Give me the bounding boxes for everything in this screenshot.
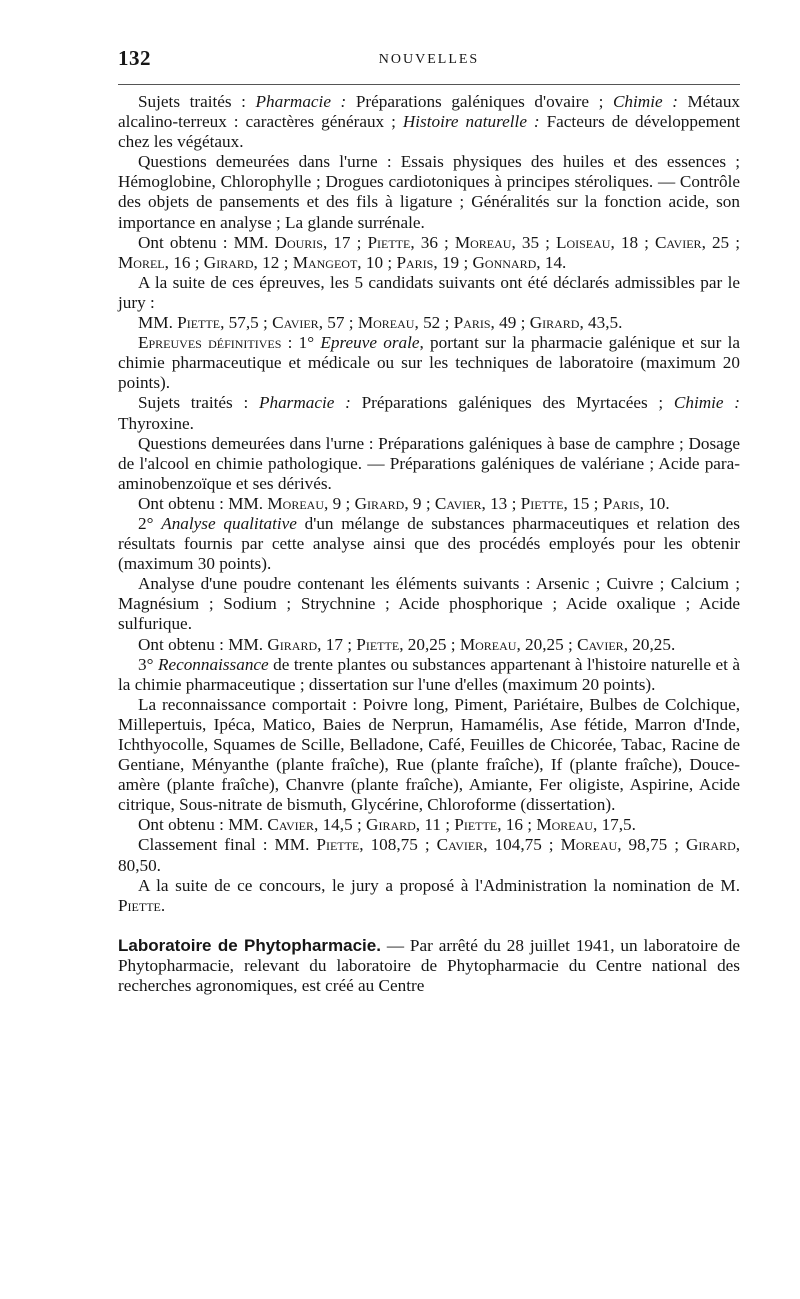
paragraph-reconnaissance: 3° Reconnaissance de trente plantes ou substances appartenant à l'histoire naturelle et à la chimie pharmaceutique ; dissertation sur l'une d'elles (maximum 20 points). <box>118 654 741 694</box>
paragraph-results-3: Ont obtenu : MM. Girard, 17 ; Piette, 20,25 ; Moreau, 20,25 ; Cavier, 20,25. <box>138 634 676 654</box>
paragraph-admissibles: A la suite de ces épreuves, les 5 candidats suivants ont été déclarés admissibles par le jury : <box>118 272 740 312</box>
header-rule <box>118 84 740 85</box>
article-body <box>118 92 740 996</box>
page-number: 132 <box>118 46 151 70</box>
paragraph-nomination: A la suite de ce concours, le jury a proposé à l'Administration la nomination de M. Piette. <box>118 875 740 915</box>
paragraph-subjects-2: Sujets traités : Pharmacie : Préparations galéniques des Myrtacées ; Chimie : Thyroxine. <box>118 393 741 433</box>
running-title: NOUVELLES <box>378 52 480 67</box>
page-header <box>118 46 740 74</box>
paragraph-epreuves-definitives: Epreuves définitives : 1° Epreuve orale, portant sur la pharmacie galénique et sur la chimie pharmaceutique et médicale ou sur les techniques de laboratoire (maximum 20 points). <box>118 333 740 393</box>
paragraph-results-1: Ont obtenu : MM. Douris, 17 ; Piette, 36 ; Moreau, 35 ; Loiseau, 18 ; Cavier, 25 ; Morel, 16 ; Girard, 12 ; Mangeot, 10 ; Paris, 19 ; Gonnard, 14. <box>118 232 740 272</box>
paragraph-subjects-1: Sujets traités : Pharmacie : Préparations galéniques d'ovaire ; Chimie : Métaux alcalino-terreux : caractères généraux ; Histoire naturelle : Facteurs de développement chez les végétaux. <box>118 92 741 152</box>
paragraph-admissibles-list: MM. Piette, 57,5 ; Cavier, 57 ; Moreau, 52 ; Paris, 49 ; Girard, 43,5. <box>138 313 623 333</box>
paragraph-analyse-poudre: Analyse d'une poudre contenant les éléments suivants : Arsenic ; Cuivre ; Calcium ; Magnésium ; Sodium ; Strychnine ; Acide phosphorique ; Acide oxalique ; Acide sulfurique. <box>118 574 740 634</box>
paragraph-results-4: Ont obtenu : MM. Cavier, 14,5 ; Girard, 11 ; Piette, 16 ; Moreau, 17,5. <box>138 815 636 835</box>
paragraph-analyse-qualitative: 2° Analyse qualitative d'un mélange de substances pharmaceutiques et relation des résultats fournis par cette analyse ainsi que des procédés employés pour les obtenir (maximum 30 points). <box>118 513 740 574</box>
paragraph-questions-1: Questions demeurées dans l'urne : Essais physiques des huiles et des essences ; Hémoglobine, Chlorophylle ; Drogues cardiotoniques à principes stéroliques. — Contrôle des objets de pansements et des fils à ligature ; Généralités sur la fonction acide, son importance en analyse ; La glande surrénale. <box>118 152 740 232</box>
paragraph-questions-2: Questions demeurées dans l'urne : Préparations galéniques à base de camphre ; Dosage de l'alcool en chimie pathologique. — Préparations galéniques de valériane ; Acide para-aminobenzoïque et ses dérivés. <box>118 433 740 493</box>
paragraph-reconnaissance-list: La reconnaissance comportait : Poivre long, Piment, Pariétaire, Bulbes de Colchique, Millepertuis, Ipéca, Matico, Baies de Nerprun, Hamamélis, Ase fétide, Marron d'Inde, Ichthyocolle, Squames de Scille, Belladone, Café, Feuilles de Chicorée, Tabac, Racine de Gentiane, Ményanthe (plante fraîche), Rue (plante fraîche), If (plante fraîche), Douce-amère (plante fraîche), Chanvre (plante fraîche), Amiante, Fer oligiste, Aspirine, Acide citrique, Sous-nitrate de bismuth, Glycérine, Chloroforme (dissertation). <box>118 694 740 815</box>
paragraph-results-2: Ont obtenu : MM. Moreau, 9 ; Girard, 9 ; Cavier, 13 ; Piette, 15 ; Paris, 10. <box>138 493 670 513</box>
paragraph-laboratoire-phytopharmacie: Laboratoire de Phytopharmacie. — Par arrêté du 28 juillet 1941, un laboratoire de Phytopharmacie, relevant du laboratoire de Phytopharmacie du Centre national des recherches agronomiques, est créé au Centre <box>118 935 740 996</box>
paragraph-classement-final: Classement final : MM. Piette, 108,75 ; Cavier, 104,75 ; Moreau, 98,75 ; Girard, 80,50. <box>118 835 741 875</box>
section-title: Laboratoire de Phytopharmacie. <box>118 935 381 955</box>
